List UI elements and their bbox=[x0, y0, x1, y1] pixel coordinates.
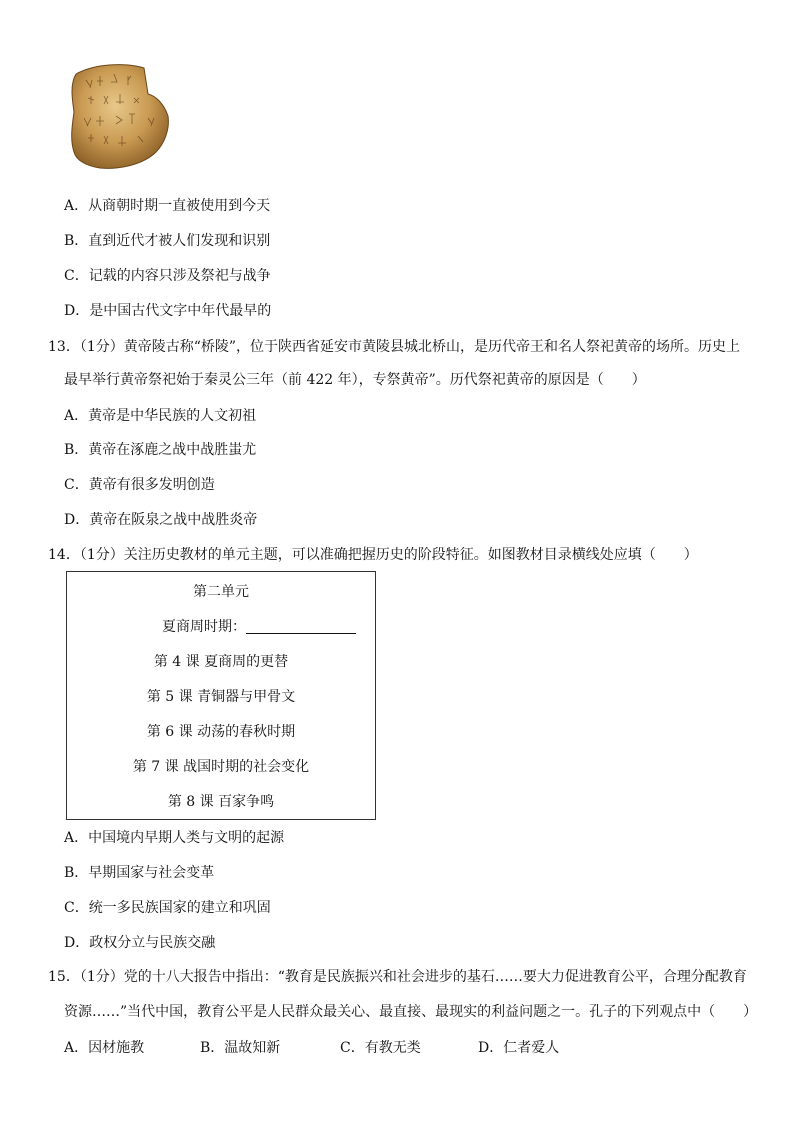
toc-lesson-8: 第 8 课 百家争鸣 bbox=[167, 794, 275, 810]
q13-option-c[interactable]: C．黄帝有很多发明创造 bbox=[64, 477, 215, 493]
q15-option-b[interactable]: B．温故知新 bbox=[200, 1040, 281, 1056]
q13-stem-line1: 13．（1分）黄帝陵古称“桥陵”，位于陕西省延安市黄陵县城北桥山，是历代帝王和名人祭祀黄帝的场所。历史上 bbox=[48, 339, 741, 355]
toc-unit-title: 第二单元 bbox=[193, 584, 249, 600]
toc-lesson-5: 第 5 课 青铜器与甲骨文 bbox=[146, 689, 296, 705]
q12-option-c[interactable]: C．记载的内容只涉及祭祀与战争 bbox=[64, 268, 271, 284]
q15-stem-line2: 资源……”当代中国，教育公平是人民群众最关心、最直接、最现实的利益问题之一。孔子的下列观点中（ ） bbox=[64, 1004, 758, 1020]
q14-option-d[interactable]: D．政权分立与民族交融 bbox=[64, 935, 216, 951]
q14-stem: 14．（1分）关注历史教材的单元主题，可以准确把握历史的阶段特征。如图教材目录横线处应填（ ） bbox=[48, 547, 698, 563]
toc-answer-blank bbox=[246, 619, 356, 634]
toc-lesson-6: 第 6 课 动荡的春秋时期 bbox=[146, 724, 296, 740]
q13-option-a[interactable]: A．黄帝是中华民族的人文初祖 bbox=[64, 408, 257, 424]
q14-option-a[interactable]: A．中国境内早期人类与文明的起源 bbox=[64, 830, 285, 846]
q14-option-c[interactable]: C．统一多民族国家的建立和巩固 bbox=[64, 900, 271, 916]
q15-stem-line1: 15．（1分）党的十八大报告中指出：“教育是民族振兴和社会进步的基石……要大力促进教育公平，合理分配教育 bbox=[48, 969, 747, 985]
q15-option-d[interactable]: D．仁者爱人 bbox=[478, 1040, 560, 1056]
textbook-toc-box bbox=[66, 571, 376, 820]
oracle-bone-image bbox=[64, 60, 174, 178]
toc-lesson-7: 第 7 课 战国时期的社会变化 bbox=[132, 759, 310, 775]
q15-option-c[interactable]: C．有教无类 bbox=[340, 1040, 421, 1056]
q15-options-row bbox=[64, 1038, 724, 1058]
toc-lesson-4: 第 4 课 夏商周的更替 bbox=[153, 654, 289, 670]
q12-option-d[interactable]: D．是中国古代文字中年代最早的 bbox=[64, 303, 272, 319]
q13-option-d[interactable]: D．黄帝在阪泉之战中战胜炎帝 bbox=[64, 512, 258, 528]
q15-option-a[interactable]: A．因材施教 bbox=[64, 1040, 145, 1056]
q13-option-b[interactable]: B．黄帝在涿鹿之战中战胜蚩尤 bbox=[64, 442, 257, 458]
q14-option-b[interactable]: B．早期国家与社会变革 bbox=[64, 865, 215, 881]
toc-period-label: 夏商周时期： bbox=[162, 619, 246, 635]
toc-period-row bbox=[67, 617, 375, 637]
q12-option-a[interactable]: A．从商朝时期一直被使用到今天 bbox=[64, 198, 271, 214]
q12-option-b[interactable]: B．直到近代才被人们发现和识别 bbox=[64, 233, 271, 249]
q13-stem-line2: 最早举行黄帝祭祀始于秦灵公三年（前 422 年），专祭黄帝”。历代祭祀黄帝的原因是（ ） bbox=[64, 372, 646, 388]
